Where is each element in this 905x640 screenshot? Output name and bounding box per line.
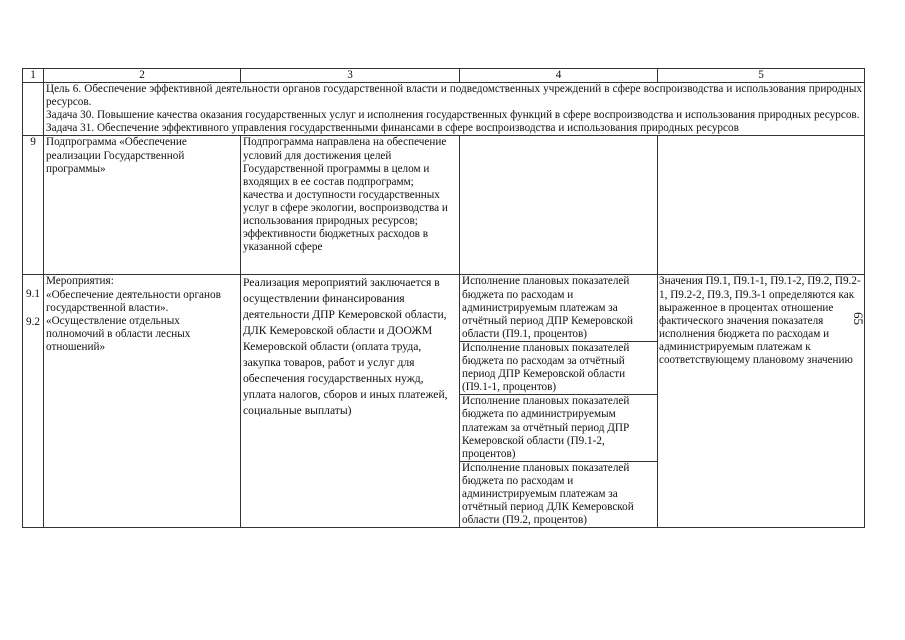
- goal-row: [23, 83, 865, 136]
- indicator-p9-1: Исполнение плановых показателей бюджета по расходам и администрируемым платежам за отчётный период ДПР Кемеровской области (П9.1, процентов): [460, 275, 657, 341]
- measure-indicators: [460, 275, 658, 528]
- header-row: [23, 69, 865, 83]
- subprogram-indicator: [460, 136, 658, 275]
- measures-row: [23, 275, 865, 528]
- measure-method: Значения П9.1, П9.1-1, П9.1-2, П9.2, П9.2-1, П9.2-2, П9.3, П9.3-1 определяются как выраженное в процентах отношение фактического значения показателя исполнения бюджета по расходам и администрируемым платежам к соответствующему плановому значению: [658, 275, 865, 528]
- header-cell-1: 1: [23, 69, 44, 83]
- indicator-p9-1-1: Исполнение плановых показателей бюджета по расходам за отчётный период ДПР Кемеровской области (П9.1-1, процентов): [460, 342, 657, 395]
- measure-description: Реализация мероприятий заключается в осуществлении финансирования деятельности ДПР Кемеровской области, ДЛК Кемеровской области и ДООЖМ Кемеровской области (оплата труда, закупка товаров, работ и услуг для обеспечения государственных нужд, уплата налогов, сборов и иных платежей, социальные выплаты): [241, 275, 460, 528]
- subprogram-name: Подпрограмма «Обеспечение реализации Государственной программы»: [44, 136, 241, 275]
- goal-cell: [44, 83, 865, 136]
- header-cell-3: 3: [241, 69, 460, 83]
- measure-names: [44, 275, 241, 528]
- header-cell-2: 2: [44, 69, 241, 83]
- task-30-text: Задача 30. Повышение качества оказания государственных услуг и исполнения государственных функций в сфере воспроизводства и использования природных ресурсов.: [46, 109, 860, 122]
- indicator-p9-1-2: Исполнение плановых показателей бюджета по администрируемым платежам за отчётный период ДПР Кемеровской области (П9.1-2, процентов): [460, 395, 657, 461]
- subprogram-row: [23, 136, 865, 275]
- goal-num-cell: [23, 83, 44, 136]
- measure-name-9-2: «Осуществление отдельных полномочий в области лесных отношений»: [46, 314, 191, 353]
- measure-number-9-2: 9.2: [26, 315, 40, 328]
- page-number: 65: [851, 312, 866, 325]
- header-cell-4: 4: [460, 69, 658, 83]
- goal-text: Цель 6. Обеспечение эффективной деятельности органов государственной власти и подведомственных учреждений в сфере воспроизводства и использования природных ресурсов.: [46, 83, 862, 109]
- measure-number-9-1: 9.1: [26, 288, 40, 301]
- subprogram-description: Подпрограмма направлена на обеспечение условий для достижения целей Государственной программы в целом и входящих в ее состав подпрограмм; качества и доступности государственных услуг в сфере экологии, воспроизводства и использования природных ресурсов; эффективности бюджетных расходов в указанной сфере: [241, 136, 460, 275]
- row-number: 9: [23, 136, 44, 275]
- header-cell-5: 5: [658, 69, 865, 83]
- measure-numbers: [23, 275, 44, 528]
- indicator-p9-2: Исполнение плановых показателей бюджета по расходам и администрируемым платежам за отчётный период ДЛК Кемеровской области (П9.2, процентов): [462, 461, 634, 527]
- measure-name-9-1: «Обеспечение деятельности органов государственной власти».: [46, 288, 221, 314]
- measures-title: Мероприятия:: [46, 275, 114, 288]
- subprogram-method: [658, 136, 865, 275]
- program-table: [22, 68, 865, 528]
- task-31-text: Задача 31. Обеспечение эффективного управления государственными финансами в сфере воспроизводства и использования природных ресурсов: [46, 122, 739, 135]
